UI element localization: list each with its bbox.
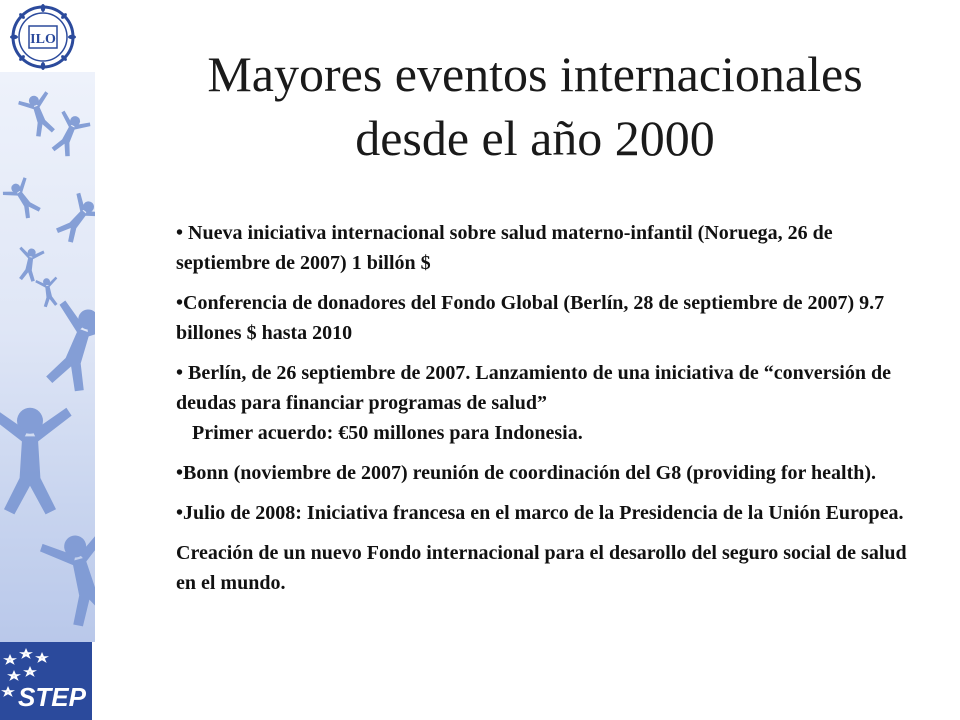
step-logo [0,642,92,720]
bullet-item [176,288,926,348]
bullet-text: Conferencia de donadores del Fondo Global (Berlín, 28 de septiembre de 2007) 9.7 billones $ hasta 2010 [176,292,885,344]
bullet-marker: • [176,462,184,484]
title-line-1: Mayores eventos internacionales [207,46,863,102]
slide-title [140,42,930,170]
bullet-marker: • [176,222,189,244]
bullet-item [176,358,926,448]
ilo-logo-text: ILO [30,32,56,47]
bullet-text: Bonn (noviembre de 2007) reunión de coordinación del G8 (providing for health). [183,462,877,484]
bullet-marker: • [176,292,184,314]
step-logo-text: STEP [18,682,86,712]
bullet-text: Nueva iniciativa internacional sobre salud materno-infantil (Noruega, 26 de septiembre de 2007) 1 billón $ [176,222,833,274]
people-figures-icon [0,72,95,642]
title-line-2: desde el año 2000 [355,110,715,166]
bullet-marker: • [176,362,189,384]
bullet-text: Julio de 2008: Iniciativa francesa en el marco de la Presidencia de la Unión Europea. [183,502,904,524]
bullet-item [176,498,926,528]
bullet-text: Creación de un nuevo Fondo internacional para el desarollo del seguro social de salud en el mundo. [176,542,907,594]
bullet-marker: • [176,502,184,524]
ilo-logo [8,2,78,72]
bullet-subtext: Primer acuerdo: €50 millones para Indonesia. [192,422,583,444]
bullet-item [176,538,926,598]
bullet-item [176,458,926,488]
bullet-list [176,218,926,608]
bullet-item [176,218,926,278]
bullet-text: Berlín, de 26 septiembre de 2007. Lanzamiento de una iniciativa de “conversión de deudas para financiar programas de salud” [176,362,891,414]
